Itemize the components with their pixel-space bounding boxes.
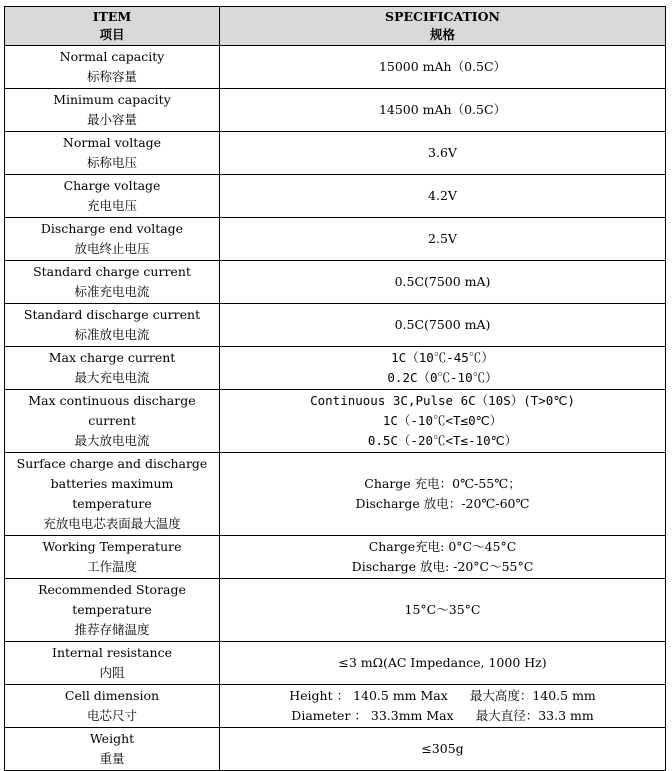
item-en: Normal capacity xyxy=(59,49,165,64)
dimension-diameter xyxy=(224,706,661,726)
item-cell xyxy=(5,89,220,132)
item-en: Cell dimension xyxy=(64,688,160,703)
dim-cn: 最大直径：33.3 mm xyxy=(475,708,594,723)
item-cell xyxy=(5,536,220,579)
dim-value: 33.3mm Max xyxy=(370,708,454,723)
table-row xyxy=(5,89,666,132)
item-en: Weight xyxy=(89,731,135,746)
item-cn: 最大放电电流 xyxy=(74,433,150,448)
item-en: Internal resistance xyxy=(52,645,172,660)
item-cn: 工作温度 xyxy=(86,559,137,574)
spec-cell xyxy=(220,46,666,89)
spec-cell xyxy=(220,579,666,642)
spec-cell xyxy=(220,642,666,685)
table-row xyxy=(5,218,666,261)
dim-label: Height ： xyxy=(289,688,350,703)
item-en: Minimum capacity xyxy=(53,92,171,107)
item-en: Charge voltage xyxy=(63,178,161,193)
spec-cell xyxy=(220,304,666,347)
spec-value: Charge 充电：0℃-55℃； xyxy=(364,476,521,491)
spec-value: ≤3 mΩ(AC Impedance, 1000 Hz) xyxy=(338,655,547,670)
dim-value: 140.5 mm Max xyxy=(353,688,448,703)
spec-value: Continuous 3C,Pulse 6C（10S）(T>0℃) xyxy=(310,393,575,408)
item-en: Working Temperature xyxy=(42,539,182,554)
item-cell xyxy=(5,261,220,304)
spec-value: 2.5V xyxy=(428,231,457,246)
item-en: Standard charge current xyxy=(33,264,191,279)
spec-value: 3.6V xyxy=(428,145,457,160)
spec-value: Discharge 放电：-20℃-60℃ xyxy=(355,496,530,511)
spec-value: 1C（-10℃<T≤0℃） xyxy=(382,413,503,428)
item-header-cn: 项目 xyxy=(99,27,125,42)
spec-cell xyxy=(220,218,666,261)
item-cell xyxy=(5,642,220,685)
table-row xyxy=(5,261,666,304)
item-cn: 充电电压 xyxy=(86,198,137,213)
item-en: Normal voltage xyxy=(62,135,162,150)
spec-value: 0.5C(7500 mA) xyxy=(394,317,491,332)
table-header-row xyxy=(5,7,666,46)
spec-header-cn: 规格 xyxy=(429,27,455,42)
table-row xyxy=(5,390,666,453)
item-cell xyxy=(5,175,220,218)
item-cn: 推荐存储温度 xyxy=(74,622,150,637)
spec-cell xyxy=(220,261,666,304)
specification-table xyxy=(4,6,666,771)
item-cn: 充放电电芯表面最大温度 xyxy=(43,516,181,531)
item-en: Surface charge and discharge xyxy=(16,456,208,471)
spec-value: 14500 mAh（0.5C） xyxy=(378,102,507,117)
item-cell xyxy=(5,579,220,642)
table-row xyxy=(5,347,666,390)
item-cn: 电芯尺寸 xyxy=(86,708,137,723)
spec-cell xyxy=(220,390,666,453)
spec-value: 1C（10℃-45℃） xyxy=(391,350,494,365)
item-cn: 标准充电电流 xyxy=(74,284,150,299)
table-row xyxy=(5,728,666,771)
item-cn: 内阻 xyxy=(99,665,125,680)
item-cn: 重量 xyxy=(99,751,125,766)
table-row xyxy=(5,175,666,218)
item-en: Discharge end voltage xyxy=(40,221,184,236)
item-cn: 最小容量 xyxy=(86,112,137,127)
table-row xyxy=(5,453,666,536)
item-cell xyxy=(5,685,220,728)
item-en: Standard discharge current xyxy=(23,307,201,322)
spec-column-header xyxy=(220,7,666,46)
spec-cell xyxy=(220,175,666,218)
item-cell xyxy=(5,132,220,175)
spec-value: 0.5C（-20℃<T≤-10℃） xyxy=(367,433,518,448)
item-header-en: ITEM xyxy=(92,9,132,24)
spec-sheet xyxy=(4,6,665,771)
spec-value: 4.2V xyxy=(428,188,457,203)
table-row xyxy=(5,536,666,579)
spec-cell xyxy=(220,132,666,175)
table-row xyxy=(5,642,666,685)
spec-value: Discharge 放电: -20°C～55°C xyxy=(351,559,534,574)
table-row xyxy=(5,304,666,347)
table-row xyxy=(5,579,666,642)
item-cn: 标称电压 xyxy=(86,155,137,170)
item-en: Max continuous discharge current xyxy=(28,393,196,428)
item-en: Max charge current xyxy=(48,350,176,365)
item-column-header xyxy=(5,7,220,46)
spec-value: 15000 mAh（0.5C） xyxy=(378,59,507,74)
spec-cell xyxy=(220,347,666,390)
spec-value: ≤305g xyxy=(421,741,464,756)
spec-header-en: SPECIFICATION xyxy=(385,9,500,24)
spec-cell xyxy=(220,89,666,132)
item-cell xyxy=(5,46,220,89)
dim-label: Diameter ： xyxy=(291,708,367,723)
spec-value: 0.2C（0℃-10℃） xyxy=(387,370,498,385)
item-cell xyxy=(5,304,220,347)
table-row xyxy=(5,46,666,89)
table-row xyxy=(5,685,666,728)
item-en: Recommended Storage temperature xyxy=(38,582,186,617)
item-cell xyxy=(5,218,220,261)
dim-cn: 最大高度：140.5 mm xyxy=(469,688,596,703)
spec-cell xyxy=(220,536,666,579)
spec-cell xyxy=(220,728,666,771)
item-cn: 放电终止电压 xyxy=(74,241,150,256)
spec-value: 0.5C(7500 mA) xyxy=(394,274,491,289)
spec-cell xyxy=(220,685,666,728)
item-cell xyxy=(5,453,220,536)
spec-cell xyxy=(220,453,666,536)
spec-value: Charge充电: 0°C～45°C xyxy=(368,539,517,554)
item-cn: 最大充电电流 xyxy=(74,370,150,385)
spec-value: 15°C～35°C xyxy=(404,602,481,617)
table-row xyxy=(5,132,666,175)
item-cell xyxy=(5,390,220,453)
item-cell xyxy=(5,728,220,771)
dimension-height xyxy=(224,686,661,706)
item-en: batteries maximum temperature xyxy=(50,476,174,511)
item-cell xyxy=(5,347,220,390)
item-cn: 标准放电电流 xyxy=(74,327,150,342)
item-cn: 标称容量 xyxy=(86,69,137,84)
